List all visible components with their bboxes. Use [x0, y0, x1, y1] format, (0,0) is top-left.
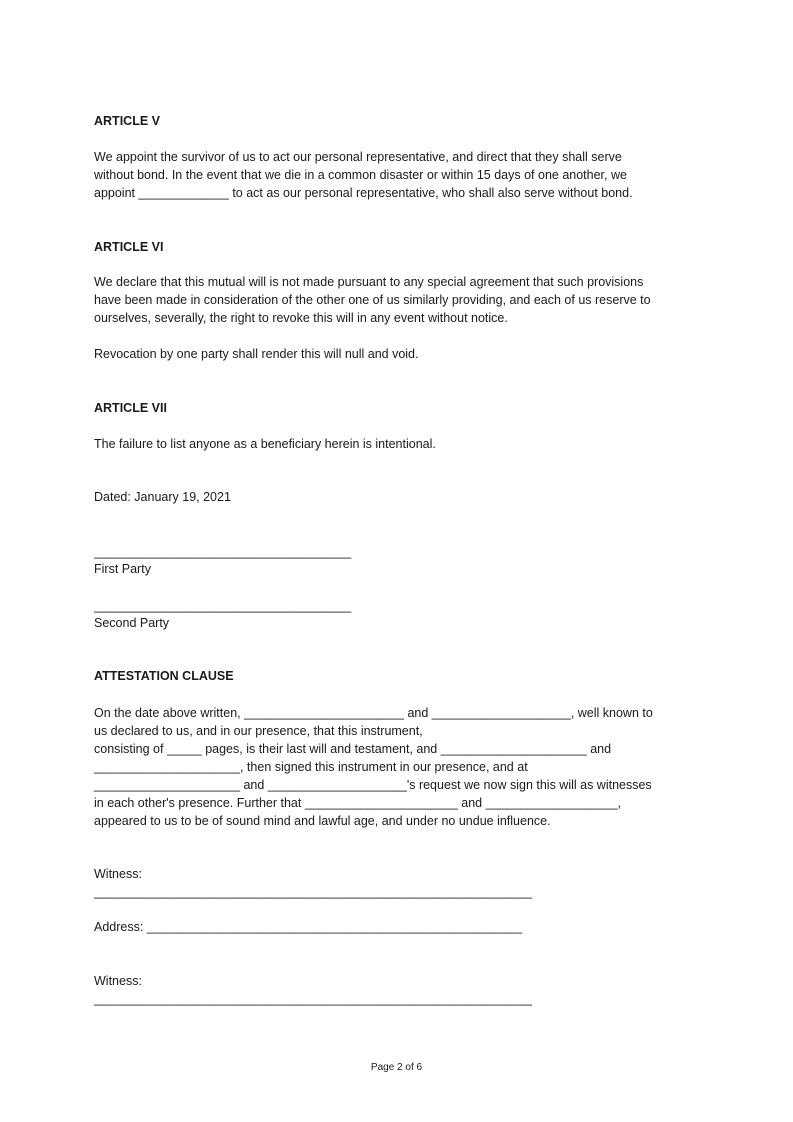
attestation-line-2: us declared to us, and in our presence, that this instrument,: [94, 724, 423, 738]
attestation-line-6: in each other's presence. Further that ______________________ and ___________________,: [94, 796, 622, 810]
attestation-line-3: consisting of _____ pages, is their last will and testament, and _____________________ and: [94, 742, 612, 756]
article-v-heading: ARTICLE V: [94, 114, 160, 128]
attestation-heading: ATTESTATION CLAUSE: [94, 669, 234, 683]
article-vi-line-3: ourselves, severally, the right to revoke this will in any event without notice.: [94, 311, 508, 325]
article-vi-heading: ARTICLE VI: [94, 240, 164, 254]
article-vi-line-1: We declare that this mutual will is not made pursuant to any special agreement that such provisions: [94, 275, 644, 289]
attestation-line-7: appeared to us to be of sound mind and lawful age, and under no undue influence.: [94, 814, 551, 828]
first-party-label: First Party: [94, 562, 151, 576]
dated-line: Dated: January 19, 2021: [94, 490, 231, 504]
article-v-line-3: appoint _____________ to act as our personal representative, who shall also serve without bond.: [94, 186, 633, 200]
witness-2-label: Witness:: [94, 974, 142, 988]
article-vii-heading: ARTICLE VII: [94, 401, 167, 415]
first-party-signature-line: _____________________________________: [94, 545, 352, 559]
witness-1-label: Witness:: [94, 867, 142, 881]
article-v-line-2: without bond. In the event that we die in a common disaster or within 15 days of one another, we: [94, 168, 627, 182]
article-v-line-1: We appoint the survivor of us to act our personal representative, and direct that they shall serve: [94, 150, 622, 164]
attestation-line-4: _____________________, then signed this instrument in our presence, and at: [94, 760, 528, 774]
attestation-line-5: _____________________ and ____________________'s request we now sign this will as witnesses: [94, 778, 652, 792]
article-vi-line-2: have been made in consideration of the other one of us similarly providing, and each of us reserve to: [94, 293, 651, 307]
revocation-text: Revocation by one party shall render this will null and void.: [94, 347, 419, 361]
second-party-signature-line: _____________________________________: [94, 599, 352, 613]
second-party-label: Second Party: [94, 616, 170, 630]
witness-1-signature-line: _______________________________________________________________: [94, 885, 532, 899]
address-line: Address: ______________________________________________________: [94, 920, 523, 934]
page-number: Page 2 of 6: [370, 1062, 423, 1073]
witness-2-signature-line: _______________________________________________________________: [94, 992, 532, 1006]
attestation-line-1: On the date above written, _______________________ and ____________________, well known to: [94, 706, 653, 720]
article-vii-text: The failure to list anyone as a beneficiary herein is intentional.: [94, 437, 436, 451]
